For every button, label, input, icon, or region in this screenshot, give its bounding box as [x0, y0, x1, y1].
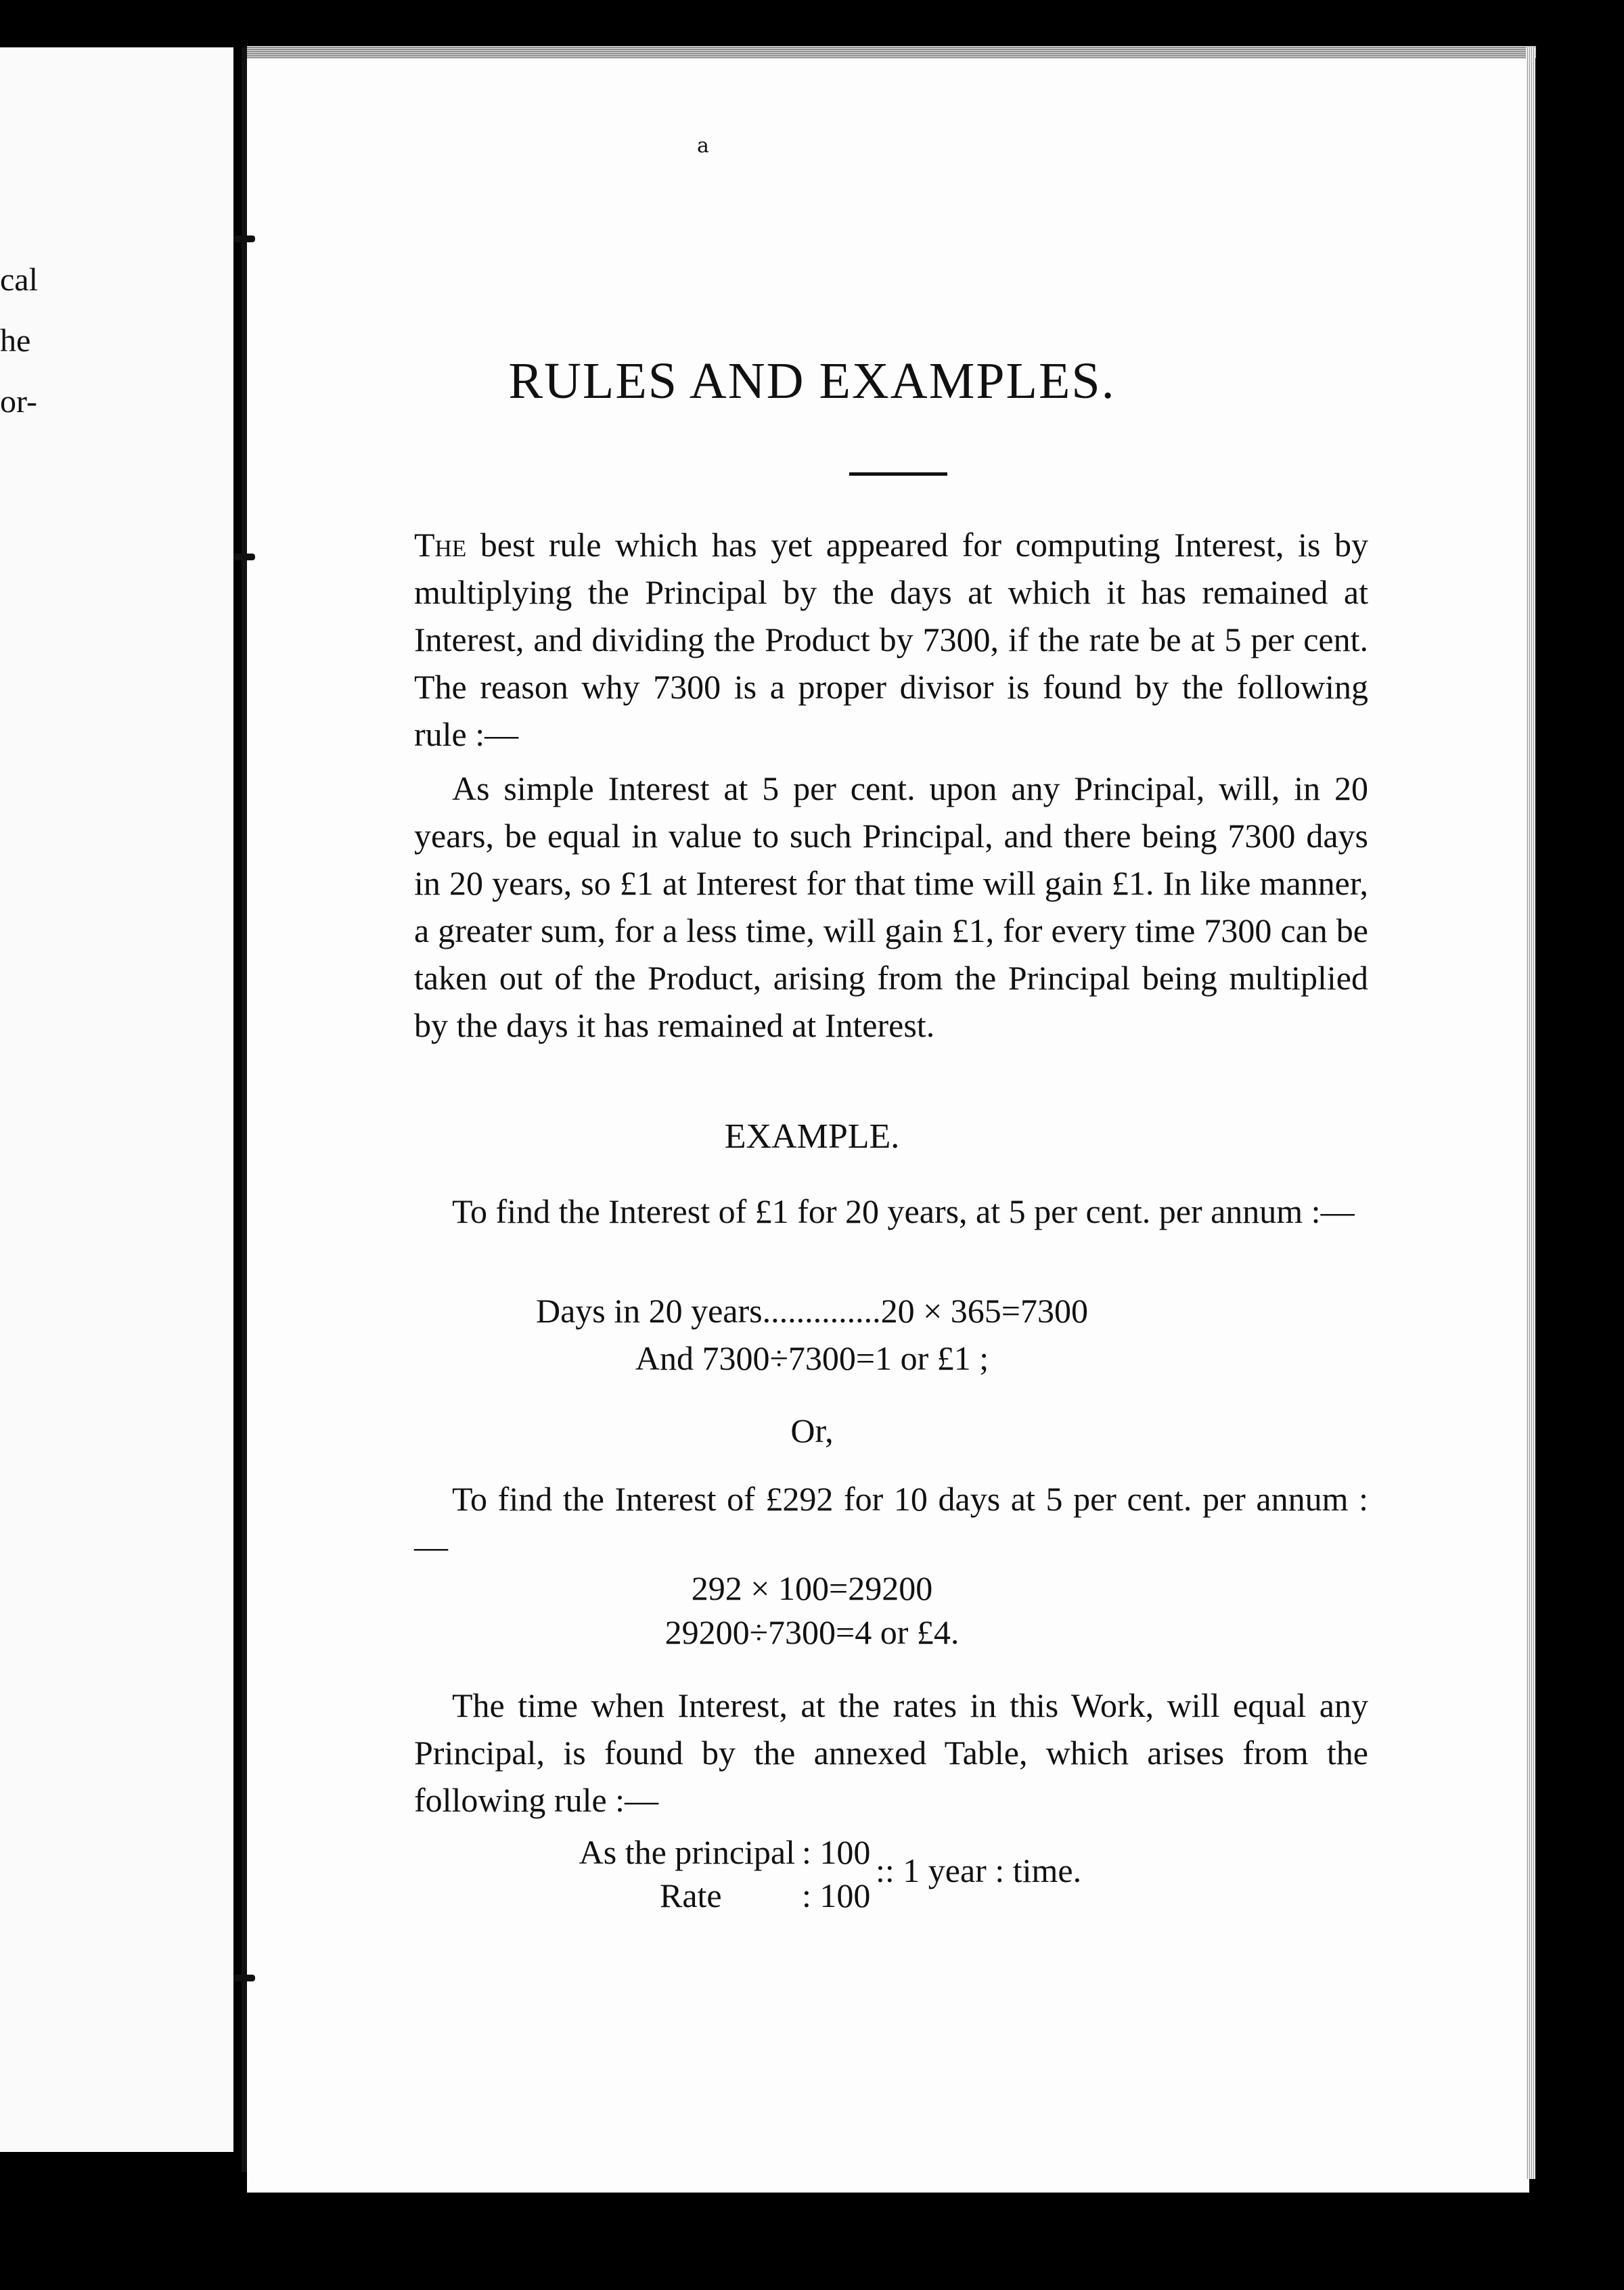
example1-line2: And 7300÷7300=1 or £1 ;: [635, 1339, 989, 1377]
proportion-row2-label: Rate: [660, 1877, 722, 1914]
proportion-tail: :: 1 year : time.: [876, 1851, 1082, 1889]
binding-mark: [233, 554, 255, 560]
intro-paragraph: [414, 521, 1368, 758]
second-paragraph: As simple Interest at 5 per cent. upon any Principal, will, in 20 years, be equal in value to such Principal, and there being 7300 days in 20 years, so £1 at Interest for that time will gain £1. In like manner, a greater sum, for a less time, will gain £1, for every time 7300 can be taken out of the Product, arising from the Principal being multiplied by the days it has remained at Interest.: [414, 769, 1368, 1044]
third-paragraph: The time when Interest, at the rates in this Work, will equal any Principal, is found by the annexed Table, which arises from the following rule :—: [414, 1686, 1368, 1819]
page-title: RULES AND EXAMPLES.: [508, 353, 1116, 409]
example2-line2: 29200÷7300=4 or £4.: [664, 1613, 960, 1651]
example1-text: To find the Interest of £1 for 20 years, at 5 per cent. per annum :—: [452, 1192, 1355, 1230]
proportion-row2-value: : 100: [802, 1877, 871, 1914]
proportion-row1-value: : 100: [802, 1833, 871, 1871]
left-page-fragment: cal: [0, 262, 38, 298]
intro-body: best rule which has yet appeared for computing Interest, is by multiplying the Principal by the days at which it has remained at Interest, and dividing the Product by 7300, if the rate be at 5 per cent. The reason why 7300 is a proper divisor is found by the following rule :—: [414, 526, 1368, 753]
left-page-fragment: or-: [0, 384, 38, 420]
example2-text: To find the Interest of £292 for 10 days at 5 per cent. per annum :—: [414, 1480, 1368, 1565]
or-label: Or,: [790, 1412, 834, 1450]
example2-line1: 292 × 100=29200: [691, 1569, 933, 1607]
example1-line1: Days in 20 years..............20 × 365=7300: [535, 1292, 1089, 1330]
folio-mark: a: [697, 134, 709, 158]
title-rule: [849, 472, 947, 476]
intro-lead-word: The: [414, 526, 467, 564]
binding-mark: [233, 235, 255, 242]
proportion-rule: [548, 1831, 1082, 1917]
page-top-edge: [247, 46, 1536, 58]
example-heading: EXAMPLE.: [724, 1117, 900, 1156]
left-page-fragment: he: [0, 323, 31, 359]
binding-mark: [233, 1975, 255, 1981]
proportion-row1-label: As the principal: [579, 1833, 795, 1871]
